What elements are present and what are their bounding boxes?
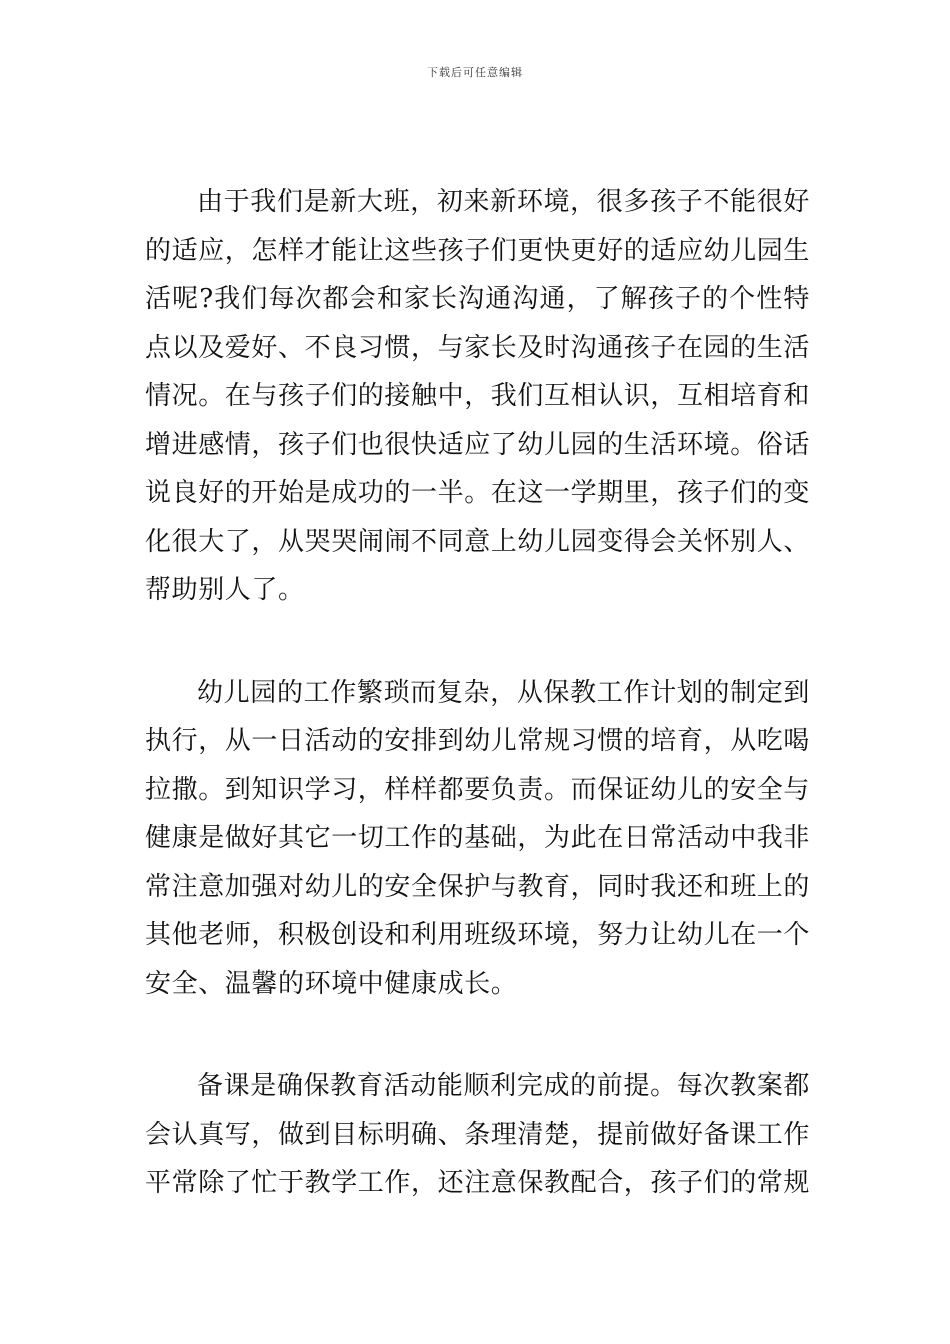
paragraph-lesson-prep: 备课是确保教育活动能顺利完成的前提。每次教案都会认真写，做到目标明确、条理清楚，提前做好备课工作平常除了忙于教学工作，还注意保教配合，孩子们的常规 <box>145 1071 811 1198</box>
paragraph-safety: 幼儿园的工作繁琐而复杂，从保教工作计划的制定到执行，从一日活动的安排到幼儿常规习惯的培育，从吃喝拉撒。到知识学习，样样都要负责。而保证幼儿的安全与健康是做好其它一切工作的基础，为此在日常活动中我非常注意加强对幼儿的安全保护与教育，同时我还和班上的其他老师，积极创设和利用班级环境，努力让幼儿在一个安全、温馨的环境中健康成长。 <box>145 677 811 999</box>
document-body <box>145 178 810 1262</box>
paragraph-adaptation: 由于我们是新大班，初来新环境，很多孩子不能很好的适应，怎样才能让这些孩子们更快更好的适应幼儿园生活呢?我们每次都会和家长沟通沟通，了解孩子的个性特点以及爱好、不良习惯，与家长及时沟通孩子在园的生活情况。在与孩子们的接触中，我们互相认识，互相培育和增进感情，孩子们也很快适应了幼儿园的生活环境。俗话说良好的开始是成功的一半。在这一学期里，孩子们的变化很大了，从哭哭闹闹不同意上幼儿园变得会关怀别人、帮助别人了。 <box>145 187 811 605</box>
page-header-note: 下载后可任意编辑 <box>427 66 523 79</box>
